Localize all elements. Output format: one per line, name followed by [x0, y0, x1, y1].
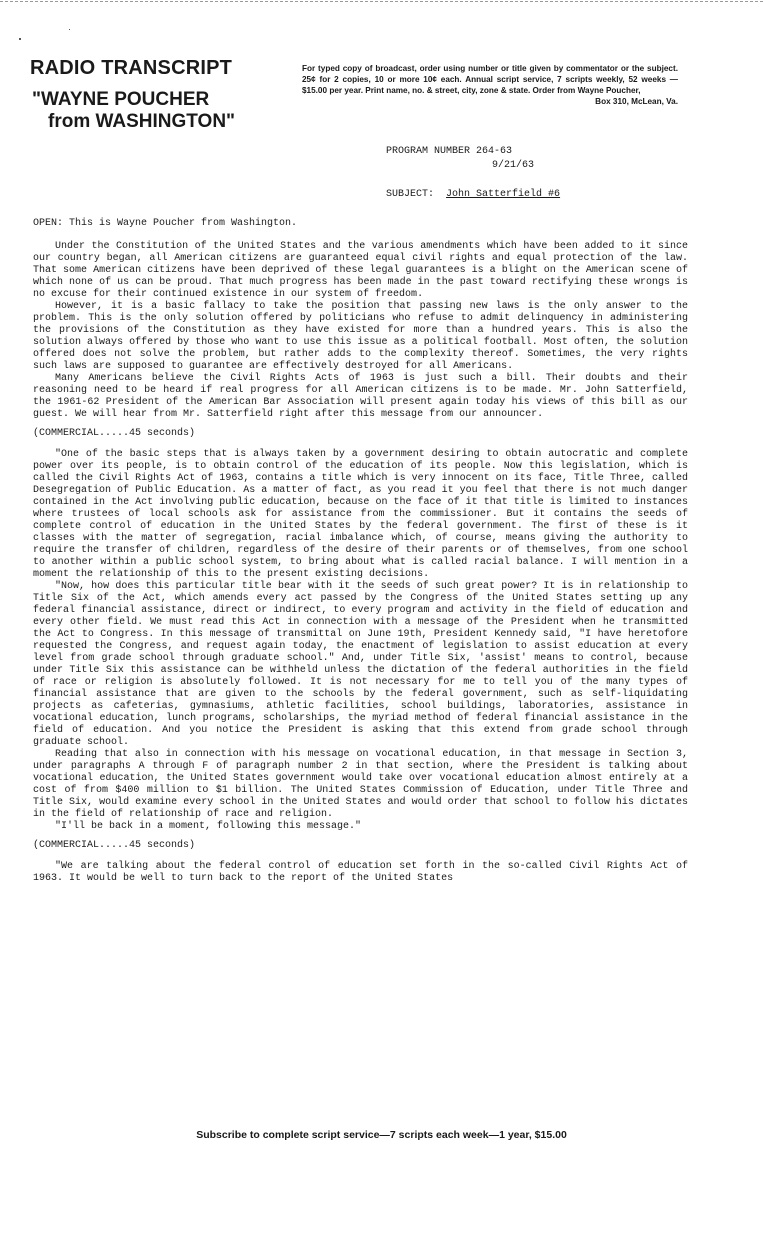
order-address: Box 310, McLean, Va. — [595, 97, 678, 106]
order-info — [302, 63, 678, 107]
opening-line: OPEN: This is Wayne Poucher from Washington. — [33, 218, 298, 229]
paragraph: Under the Constitution of the United States and the various amendments which have been added to it since our country began, all American citizens are guaranteed equal civil rights and equal protection of the law. That some American citizens have been deprived of these legal guarantees is a blight on the American scene of which none of us can be proud. That much progress has been made in the past toward rectifying these wrongs is no excuse for their continued existence in our system of freedom. — [33, 241, 688, 300]
paragraph: "One of the basic steps that is always taken by a government desiring to obtain autocratic and complete power over its people, is to obtain control of the education of its people. Now this legislation, which is called the Civil Rights Act of 1963, contains a title which is very innocent on its face, Title Three, called Desegregation of Public Education. As a matter of fact, as you read it you feel that there is not much danger contained in the Act involving public education, because on the face of it that title is limited to instances where trustees of local schools ask for assistance from the commissioner. But it contains the seeds of complete control of education in the United States by the federal government. The first of these is it classes with the matter of segregation, racial imbalance which, of course, means giving the authority to require the transfer of children, regardless of the desire of their parents or of themselves, from one school to another within a public school system, to bring about what is called racial balance. I will mention in a moment the relationship of this to the present existing decisions. — [33, 449, 688, 580]
masthead-title: RADIO TRANSCRIPT — [30, 57, 233, 79]
masthead — [30, 57, 280, 132]
masthead-name: "WAYNE POUCHER — [32, 89, 210, 111]
subject-line — [386, 189, 560, 200]
transcript-body — [33, 218, 688, 885]
subject-title: John Satterfield #6 — [446, 189, 561, 200]
subject-label: SUBJECT: — [386, 189, 435, 200]
program-info — [386, 145, 534, 173]
scan-speck — [19, 38, 21, 40]
commercial-break: (COMMERCIAL.....45 seconds) — [33, 840, 196, 851]
program-number: PROGRAM NUMBER 264-63 — [386, 146, 513, 157]
paragraph: Many Americans believe the Civil Rights Acts of 1963 is just such a bill. Their doubts and their reasoning need to be heard if real progress for all American citizens is to be made. Mr. John Satterfield, the 1961-62 President of the American Bar Association will present again today his views of this bill as our guest. We will hear from Mr. Satterfield right after this message from our announcer. — [33, 373, 688, 420]
masthead-location: from WASHINGTON" — [48, 110, 236, 132]
paragraph: "We are talking about the federal control of education set forth in the so-called Civil Rights Act of 1963. It would be well to turn back to the report of the United States — [33, 861, 688, 884]
program-date: 9/21/63 — [492, 160, 535, 171]
subscription-footer: Subscribe to complete script service—7 scripts each week—1 year, $15.00 — [196, 1129, 567, 1141]
scan-speck — [69, 29, 70, 30]
paragraph: However, it is a basic fallacy to take the position that passing new laws is the only answer to the problem. This is the only solution offered by politicians who refuse to admit delinquency in administering the provisions of the Constitution as they have existed for more than a hundred years. This is also the solution always offered by those who want to use this issue as a political football. Most often, the solution offered does not solve the problem, but rather adds to the complexity thereof. Sometimes, the very rights such laws are supposed to guarantee are effectively destroyed for all Americans. — [33, 301, 688, 372]
top-dashed-rule — [0, 1, 763, 2]
paragraph: "I'll be back in a moment, following this message." — [55, 821, 362, 832]
commercial-break: (COMMERCIAL.....45 seconds) — [33, 428, 196, 439]
paragraph: Reading that also in connection with his message on vocational education, in that message in Section 3, under paragraphs A through F of paragraph number 2 in that section, where the President is talking about vocational education, the United States government would take over vocational education almost entirely at a cost of from $400 million to $1 billion. The United States Commission of Education, under Title Three and Title Six, would examine every school in the United States and would order that school to follow his dictates in the field of relationship of race and religion. — [33, 749, 688, 820]
paragraph: "Now, how does this particular title bear with it the seeds of such great power? It is in relationship to Title Six of the Act, which amends every act passed by the Congress of the United States setting up any federal financial assistance, direct or indirect, to every program and activity in the field of education and every other field. We must read this Act in connection with a message of the President when he transmitted the Act to Congress. In this message of transmittal on June 19th, President Kennedy said, "I have heretofore requested the Congress, and request again today, the enactment of legislation to assist education at every level from grade school through graduate school." And, under Title Six, 'assist' means to control, because under Title Six this assistance can be withheld unless the dictation of the federal authorities in the field of race or religion is absolutely followed. It is not necessary for me to tell you of the many types of financial assistance that are given to the schools by the federal government, such as self-liquidating projects as cafeterias, gymnasiums, athletic facilities, school buildings, laboratories, assistance in vocational education, lunch programs, scholarships, the myriad method of federal financial assistance in the field of education. And you notice the President is asking that this extend from grade school through graduate school. — [33, 581, 688, 748]
order-info-text: For typed copy of broadcast, order using number or title given by commentator or the subject. 25¢ for 2 copies, 10 or more 10¢ each. Annual script service, 7 scripts weekly, 52 weeks — $15.00 per year. Print name, no. & street, city, zone & state. Order from Wayne Poucher, — [302, 64, 678, 95]
